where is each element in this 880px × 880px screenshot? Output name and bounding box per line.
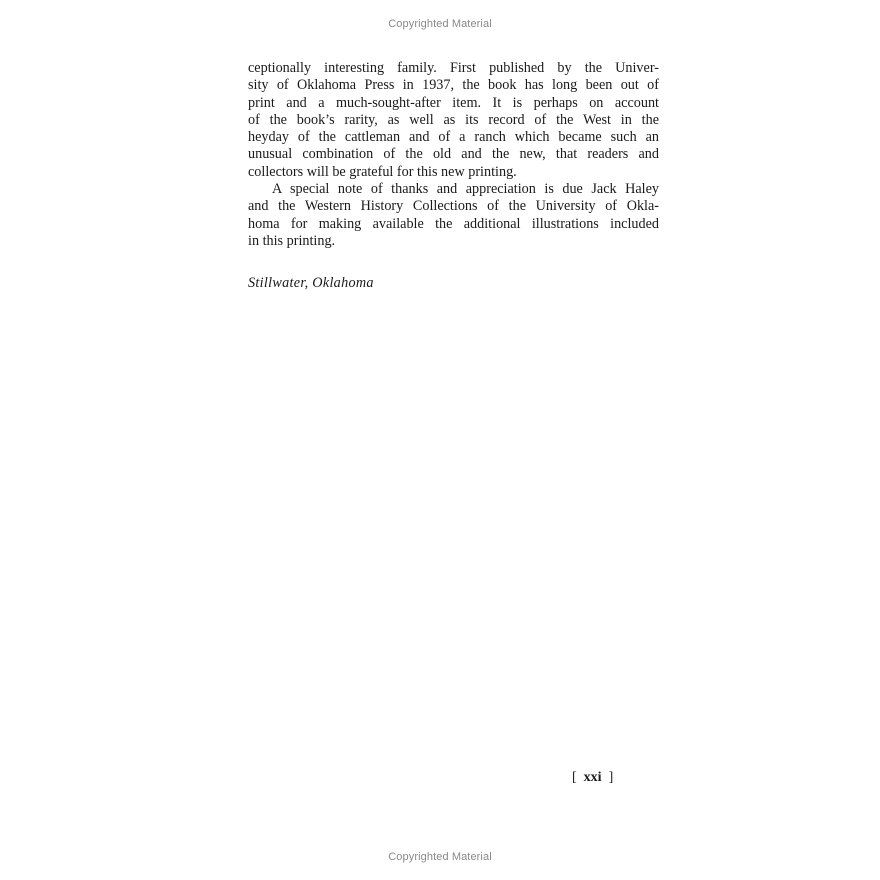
text-line: A special note of thanks and appreciation is due Jack Haley (272, 181, 659, 198)
text-line: of the book’s rarity, as well as its record of the West in the (248, 111, 659, 128)
text-line: sity of Oklahoma Press in 1937, the book has long been out of (248, 77, 659, 94)
text-line: in this printing. (248, 232, 336, 249)
place-signoff: Stillwater, Oklahoma (248, 275, 374, 291)
folio-bracket-open: [ (572, 770, 577, 785)
text-line: heyday of the cattleman and of a ranch which became such an (248, 129, 659, 146)
copyright-watermark-bottom: Copyrighted Material (388, 851, 492, 863)
page-number (572, 770, 613, 786)
text-line: ceptionally interesting family. First published by the Univer- (248, 60, 659, 76)
folio-bracket-close: ] (608, 770, 614, 785)
text-line: unusual combination of the old and the new, that readers and (248, 146, 659, 163)
text-line: collectors will be grateful for this new printing. (248, 163, 517, 180)
text-line: print and a much-sought-after item. It is perhaps on account (248, 94, 659, 111)
folio-number: xxi (583, 770, 602, 785)
copyright-watermark-top: Copyrighted Material (388, 18, 492, 30)
text-line: and the Western History Collections of the University of Okla- (248, 198, 659, 215)
text-line: homa for making available the additional illustrations included (248, 215, 659, 232)
body-text (248, 60, 659, 250)
